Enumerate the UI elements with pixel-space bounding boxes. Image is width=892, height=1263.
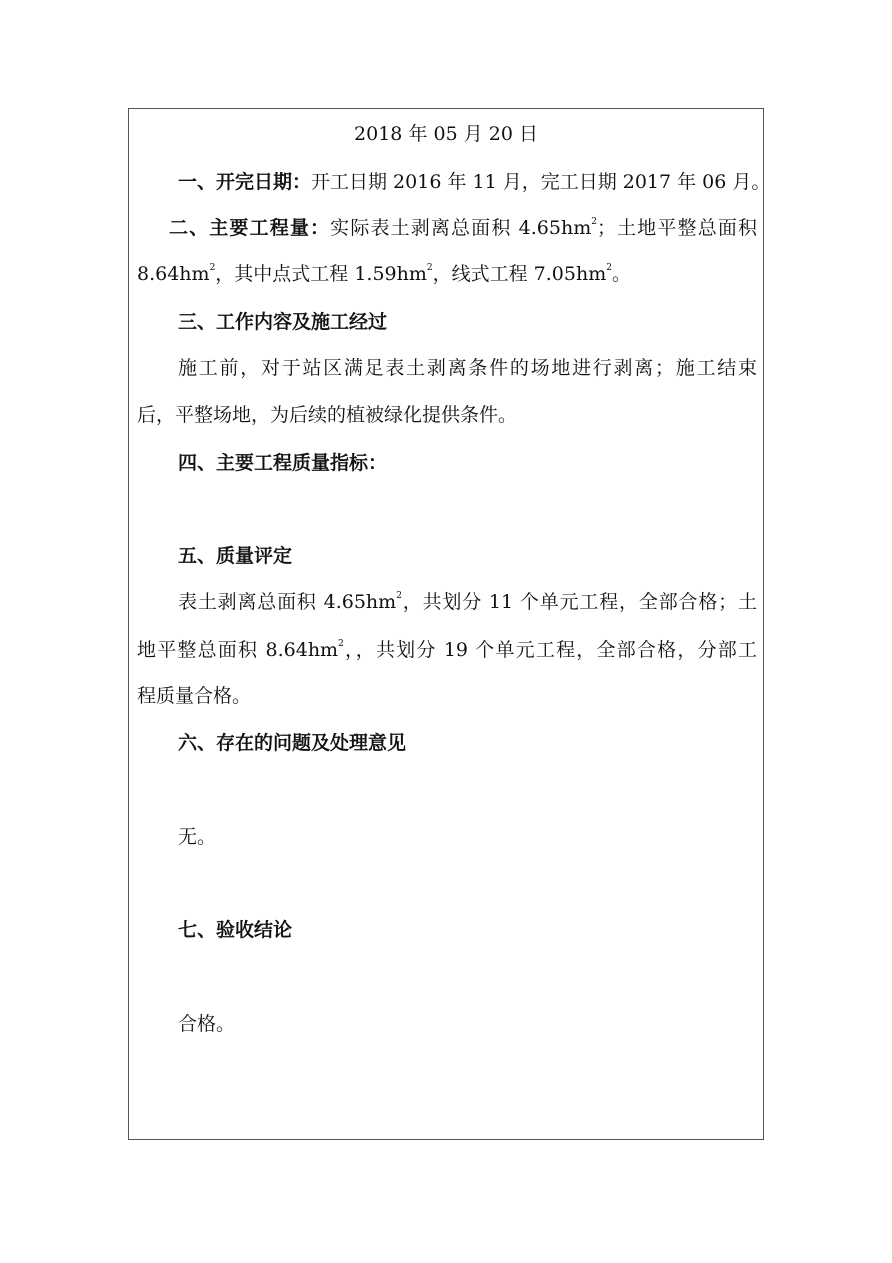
section-6-heading [178,730,757,756]
section-2-line-1 [169,215,757,241]
section-2-heading: 二、主要工程量： [169,217,331,239]
section-2-line-2 [137,261,757,287]
section-7-heading-text: 七、验收结论 [178,919,293,941]
section-7-text: 合格。 [178,1013,236,1035]
section-3-paragraph-line-1: 施工前，对于站区满足表土剥离条件的场地进行剥离；施工结束 [178,357,757,379]
superscript: 2 [426,263,433,273]
section-6-text: 无。 [178,826,217,848]
section-3-heading-text: 三、工作内容及施工经过 [178,311,388,333]
superscript: 2 [396,591,402,601]
section-2-text: 。 [611,263,631,285]
section-3-paragraph-line-2: 后，平整场地，为后续的植被绿化提供条件。 [137,404,518,426]
superscript: 2 [209,263,216,273]
section-5-heading [178,543,757,569]
superscript: 2 [606,263,612,273]
section-2-text: 实际表土剥离总面积 4.65hm [330,217,592,239]
section-5-line-2 [137,637,757,663]
section-5-heading-text: 五、质量评定 [178,545,293,567]
section-6-heading-text: 六、存在的问题及处理意见 [178,732,407,754]
section-5-line-3: 程质量合格。 [137,685,252,707]
section-1-heading: 一、开完日期： [178,171,312,193]
section-5-text: ，共划分 11 个单元工程，全部合格；土 [401,591,757,613]
section-5-text: ，，共划分 19 个单元工程，全部合格，分部工 [343,639,757,661]
section-5-text: 表土剥离总面积 4.65hm [178,591,397,613]
section-3-heading [178,309,757,335]
section-2-text: 8.64hm [137,263,210,285]
superscript: 2 [591,217,597,227]
section-4-heading [178,450,757,476]
section-1 [178,169,771,195]
section-2-text: ；土地平整总面积 [596,217,757,239]
section-7-heading [178,917,757,943]
section-2-text: ，线式工程 7.05hm [432,263,607,285]
superscript: 2 [338,639,344,649]
section-2-text: ，其中点式工程 1.59hm [215,263,427,285]
section-1-text: 开工日期 2016 年 11 月，完工日期 2017 年 06 月。 [311,171,771,193]
section-5-text: 地平整总面积 8.64hm [137,639,339,661]
acceptance-form-frame [128,108,771,1140]
section-4-heading-text: 四、主要工程质量指标： [178,452,388,474]
section-5-line-1 [178,589,757,615]
document-date: 2018 年 05 月 20 日 [354,123,538,145]
